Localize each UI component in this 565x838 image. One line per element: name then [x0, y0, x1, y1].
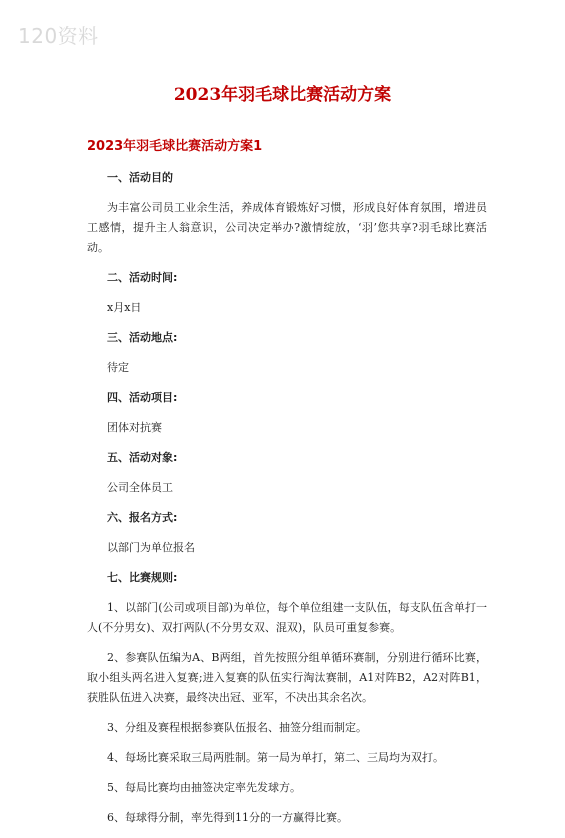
- heading-event: 四、活动项目:: [107, 391, 178, 404]
- place-text: 待定: [107, 361, 129, 374]
- signup-text: 以部门为单位报名: [107, 541, 195, 554]
- heading-time: 二、活动时间:: [107, 271, 178, 284]
- document-body: [87, 168, 487, 838]
- purpose-text: 为丰富公司员工业余生活，养成体育锻炼好习惯，形成良好体育氛围，增进员工感情，提升主人翁意识，公司决定举办?激情绽放，‘羽’您共享?羽毛球比赛活动。: [87, 201, 487, 254]
- document-title: 2023年羽毛球比赛活动方案: [173, 85, 392, 105]
- event-text: 团体对抗赛: [107, 421, 162, 434]
- rule-item: 5、每局比赛均由抽签决定率先发球方。: [107, 781, 301, 794]
- section-title: 2023年羽毛球比赛活动方案1: [87, 139, 263, 154]
- rule-item: 6、每球得分制，率先得到11分的一方赢得比赛。: [107, 811, 348, 824]
- heading-place: 三、活动地点:: [107, 331, 178, 344]
- rule-item: 3、分组及赛程根据参赛队伍报名、抽签分组而制定。: [107, 721, 367, 734]
- audience-text: 公司全体员工: [107, 481, 173, 494]
- heading-signup: 六、报名方式:: [107, 511, 178, 524]
- time-text: x月x日: [107, 301, 142, 314]
- rule-item: 2、参赛队伍编为A、B两组，首先按照分组单循环赛制，分别进行循环比赛，取小组头两名进入复赛;进入复赛的队伍实行淘汰赛制，A1对阵B2，A2对阵B1，获胜队伍进入决赛，最终决出冠、亚军，不决出其余名次。: [87, 651, 487, 704]
- watermark-logo: 120资料: [18, 24, 99, 48]
- heading-audience: 五、活动对象:: [107, 451, 178, 464]
- rule-item: 1、以部门(公司或项目部)为单位，每个单位组建一支队伍，每支队伍含单打一人(不分男女)、双打两队(不分男女双、混双)，队员可重复参赛。: [87, 601, 487, 634]
- heading-rules: 七、比赛规则:: [107, 571, 178, 584]
- heading-purpose: 一、活动目的: [107, 171, 173, 184]
- rule-item: 4、每场比赛采取三局两胜制。第一局为单打，第二、三局均为双打。: [107, 751, 444, 764]
